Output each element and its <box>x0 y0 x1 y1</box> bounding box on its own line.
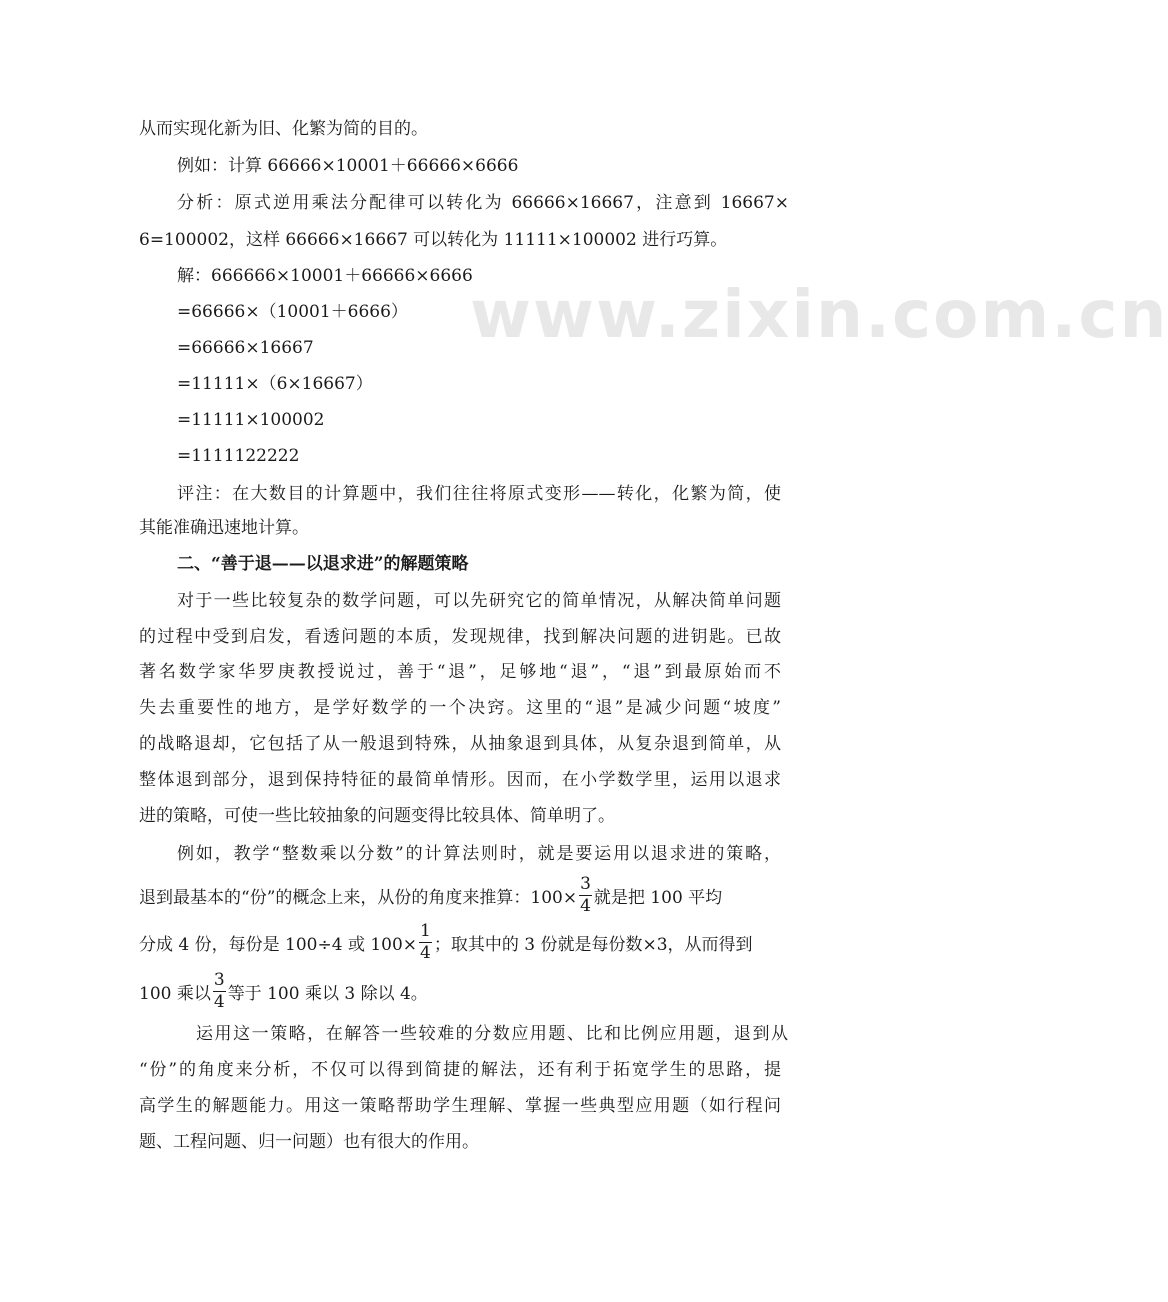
fraction <box>579 874 592 917</box>
solution-step: =66666×16667 <box>177 338 314 358</box>
solution-line: 解：666666×10001＋66666×6666 <box>177 266 473 286</box>
paragraph-line: 的战略退却，它包括了从一般退到特殊，从抽象退到具体，从复杂退到简单，从 <box>139 734 781 754</box>
fraction-numerator: 1 <box>420 920 431 941</box>
paragraph-line: 进的策略，可使一些比较抽象的问题变得比较具体、简单明了。 <box>139 806 615 826</box>
fraction-line <box>139 868 789 922</box>
paragraph-line: 失去重要性的地方，是学好数学的一个决窍。这里的“退”是减少问题“坡度” <box>139 698 781 718</box>
fraction-line-text: 等于 100 乘以 3 除以 4。 <box>227 983 428 1004</box>
analysis-line: 分析：原式逆用乘法分配律可以转化为 66666×16667，注意到 16667× <box>177 193 789 213</box>
analysis-line-cont: 6=100002，这样 66666×16667 可以转化为 11111×100002 进行巧算。 <box>139 230 728 250</box>
solution-step: =66666×（10001＋6666） <box>177 302 408 322</box>
paragraph-line: 题、工程问题、归一问题）也有很大的作用。 <box>139 1132 479 1152</box>
solution-result: =1111122222 <box>177 446 300 466</box>
solution-step: =11111×（6×16667） <box>177 374 373 394</box>
fraction-line <box>139 964 789 1018</box>
solution-step: =11111×100002 <box>177 410 325 430</box>
fraction-denominator: 4 <box>420 942 431 963</box>
comment-line-cont: 其能准确迅速地计算。 <box>139 518 309 538</box>
fraction-line <box>139 915 789 969</box>
fraction <box>419 921 432 964</box>
section-heading: 二、“善于退——以退求进”的解题策略 <box>177 554 469 574</box>
paragraph-line: “份”的角度来分析，不仅可以得到简捷的解法，还有利于拓宽学生的思路，提 <box>139 1060 781 1080</box>
comment-line: 评注：在大数目的计算题中，我们往往将原式变形——转化，化繁为简，使 <box>177 484 781 504</box>
paragraph-line: 著名数学家华罗庚教授说过，善于“退”，足够地“退”，“退”到最原始而不 <box>139 662 781 682</box>
paragraph-line: 例如，教学“整数乘以分数”的计算法则时，就是要运用以退求进的策略， <box>177 844 781 864</box>
fraction-line-text: 分成 4 份，每份是 100÷4 或 100× <box>139 934 418 955</box>
fraction-line-text: 100 乘以 <box>139 983 211 1004</box>
fraction-denominator: 4 <box>580 895 591 916</box>
fraction <box>213 970 226 1013</box>
fraction-numerator: 3 <box>580 873 591 894</box>
watermark: www.zixin.com.cn <box>470 276 1168 353</box>
example-line: 例如：计算 66666×10001＋66666×6666 <box>177 156 519 176</box>
fraction-numerator: 3 <box>213 969 225 990</box>
paragraph-line: 运用这一策略，在解答一些较难的分数应用题、比和比例应用题，退到从 <box>196 1024 788 1044</box>
paragraph-line: 的过程中受到启发，看透问题的本质，发现规律，找到解决问题的进钥匙。已故 <box>139 627 781 647</box>
paragraph-line: 整体退到部分，退到保持特征的最简单情形。因而，在小学数学里，运用以退求 <box>139 770 781 790</box>
fraction-line-text: 就是把 100 平均 <box>593 887 723 908</box>
text-line: 从而实现化新为旧、化繁为简的目的。 <box>139 119 428 139</box>
paragraph-line: 对于一些比较复杂的数学问题，可以先研究它的简单情况，从解决简单问题 <box>177 591 781 611</box>
paragraph-line: 高学生的解题能力。用这一策略帮助学生理解、掌握一些典型应用题（如行程问 <box>139 1096 781 1116</box>
fraction-line-text: 退到最基本的“份”的概念上来，从份的角度来推算：100× <box>139 887 578 908</box>
fraction-denominator: 4 <box>213 991 225 1012</box>
fraction-line-text: ；取其中的 3 份就是每份数×3，从而得到 <box>433 934 753 955</box>
